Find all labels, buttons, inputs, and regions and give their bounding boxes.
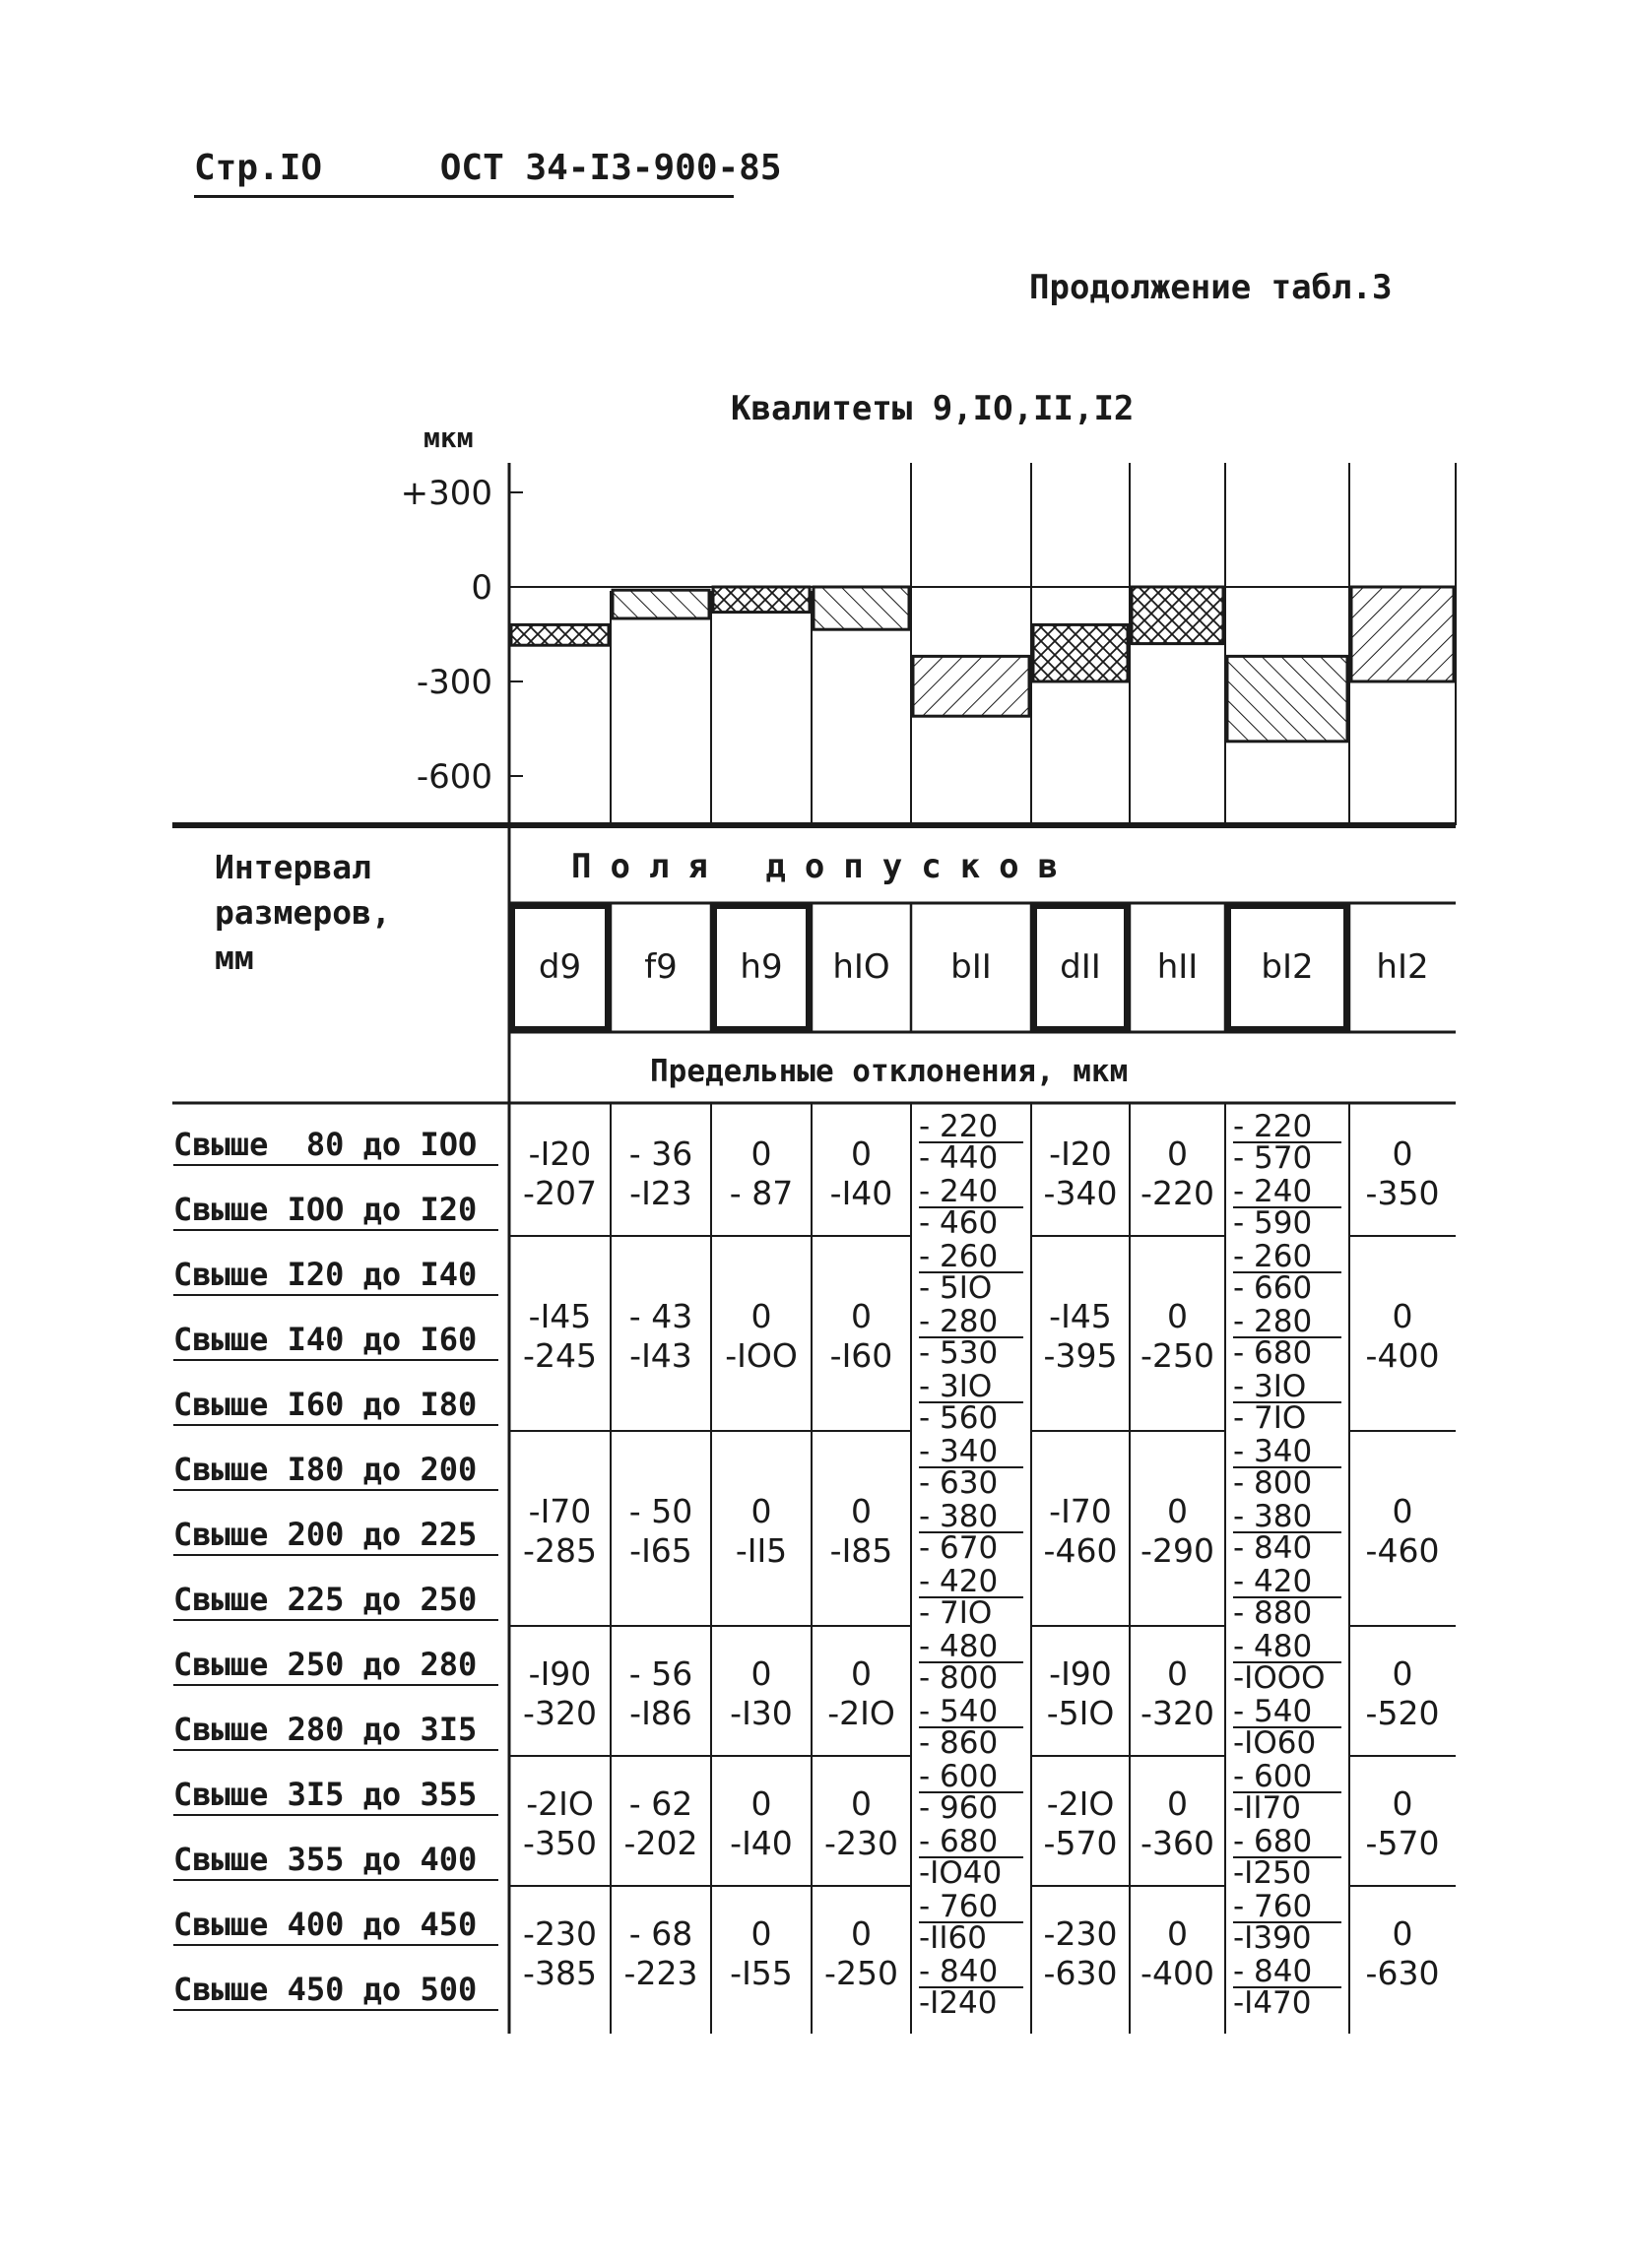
deviation-hIO: 0 — [851, 1914, 872, 1953]
deviation-hIO: 0 — [851, 1297, 872, 1335]
chart-title: Квалитеты 9,IO,II,I2 — [731, 389, 1135, 428]
upper-deviation: - 540 — [919, 1697, 1023, 1728]
tolerance-band-hII — [1132, 587, 1223, 644]
deviation-h9: -II5 — [735, 1531, 788, 1570]
deviation-dII: -I90 — [1049, 1654, 1112, 1693]
deviation-pair-bI2 — [1233, 1824, 1341, 1891]
lower-deviation: - 960 — [919, 1790, 999, 1826]
deviation-hI2: -350 — [1365, 1174, 1440, 1212]
lower-deviation: -I390 — [1233, 1920, 1312, 1956]
deviation-pair-bII — [919, 1824, 1023, 1891]
deviation-pair-bII — [919, 1954, 1023, 2021]
deviation-h9: -I55 — [730, 1954, 793, 1992]
tolerance-band-f9 — [613, 590, 709, 618]
tolerance-fields-title: Поля допусков — [571, 847, 1077, 886]
row-label: Свыше 450 до 500 — [173, 1971, 498, 2008]
deviation-dII: -I45 — [1049, 1297, 1112, 1335]
deviation-hIO: 0 — [851, 1134, 872, 1173]
row-label: Свыше 200 до 225 — [173, 1516, 498, 1553]
deviation-h9: 0 — [750, 1134, 772, 1173]
deviation-hIO: 0 — [851, 1492, 872, 1530]
row-label-underline — [173, 1424, 498, 1426]
row-label-underline — [173, 1164, 498, 1166]
deviation-d9: -230 — [523, 1914, 597, 1953]
lower-deviation: -IO60 — [1233, 1725, 1317, 1761]
column-label-dII: dII — [1060, 947, 1101, 987]
deviation-d9: -285 — [523, 1531, 597, 1570]
deviation-dII: -460 — [1043, 1531, 1118, 1570]
upper-deviation: - 340 — [1233, 1437, 1341, 1468]
tolerance-band-bI2 — [1227, 656, 1347, 741]
row-label-underline — [173, 1229, 498, 1231]
deviation-hIO: -I85 — [829, 1531, 893, 1570]
deviation-pair-bI2 — [1233, 1109, 1341, 1176]
deviation-f9: -202 — [623, 1824, 698, 1862]
deviation-pair-bII — [919, 1369, 1023, 1436]
deviation-dII: -5IO — [1046, 1694, 1115, 1732]
deviation-pair-bI2 — [1233, 1629, 1341, 1696]
deviation-f9: - 56 — [628, 1654, 693, 1693]
row-label-underline — [173, 1489, 498, 1491]
upper-deviation: - 600 — [1233, 1762, 1341, 1793]
upper-deviation: - 380 — [1233, 1502, 1341, 1533]
deviation-hI2: -400 — [1365, 1336, 1440, 1375]
lower-deviation: -II60 — [919, 1920, 987, 1956]
deviation-hII: 0 — [1167, 1297, 1188, 1335]
lower-deviation: - 880 — [1233, 1595, 1313, 1631]
row-label-underline — [173, 1359, 498, 1361]
column-label-hIO: hIO — [832, 947, 890, 987]
upper-deviation: - 280 — [919, 1307, 1023, 1338]
deviation-h9: 0 — [750, 1914, 772, 1953]
tolerance-band-d9 — [511, 624, 609, 645]
y-tick-label: -600 — [416, 757, 492, 797]
column-label-bII: bII — [950, 947, 992, 987]
upper-deviation: - 480 — [1233, 1632, 1341, 1663]
deviation-h9: -I40 — [730, 1824, 793, 1862]
tolerance-band-h9 — [713, 587, 810, 613]
upper-deviation: - 380 — [919, 1502, 1023, 1533]
deviation-d9: -245 — [523, 1336, 597, 1375]
row-label-underline — [173, 1684, 498, 1686]
upper-deviation: - 3IO — [1233, 1372, 1341, 1403]
standard-code: ОСТ 34-I3-900-85 — [439, 148, 782, 188]
page-number: Стр.IO — [194, 148, 323, 188]
lower-deviation: - 630 — [919, 1465, 999, 1501]
lower-deviation: - 660 — [1233, 1270, 1313, 1306]
deviation-f9: - 36 — [628, 1134, 693, 1173]
deviation-pair-bI2 — [1233, 1694, 1341, 1761]
lower-deviation: - 7IO — [1233, 1400, 1307, 1436]
deviation-pair-bI2 — [1233, 1239, 1341, 1306]
deviation-f9: -I65 — [629, 1531, 692, 1570]
y-tick-label: -300 — [416, 663, 492, 702]
column-label-hII: hII — [1156, 947, 1199, 987]
deviation-dII: -I70 — [1049, 1492, 1112, 1530]
deviation-pair-bII — [919, 1564, 1023, 1631]
lower-deviation: - 460 — [919, 1205, 999, 1241]
upper-deviation: - 260 — [1233, 1242, 1341, 1273]
row-label-underline — [173, 1879, 498, 1881]
upper-deviation: - 240 — [1233, 1177, 1341, 1208]
deviation-hIO: -I40 — [829, 1174, 893, 1212]
deviation-hI2: -570 — [1365, 1824, 1440, 1862]
lower-deviation: -IOOO — [1233, 1660, 1326, 1696]
lower-deviation: -I470 — [1233, 1985, 1312, 2021]
deviation-hIO: -230 — [824, 1824, 898, 1862]
deviation-hII: -220 — [1140, 1174, 1214, 1212]
deviation-pair-bII — [919, 1304, 1023, 1371]
deviation-h9: -IOO — [725, 1336, 798, 1375]
deviation-pair-bI2 — [1233, 1499, 1341, 1566]
deviation-f9: - 43 — [628, 1297, 693, 1335]
deviation-d9: -I45 — [528, 1297, 592, 1335]
lower-deviation: - 840 — [1233, 1530, 1313, 1566]
column-label-f9: f9 — [644, 947, 678, 987]
row-label: Свыше I80 до 200 — [173, 1451, 498, 1488]
deviation-hI2: 0 — [1392, 1914, 1413, 1953]
row-label: Свыше IOO до I20 — [173, 1191, 498, 1228]
deviation-pair-bII — [919, 1434, 1023, 1501]
deviation-d9: -I90 — [528, 1654, 592, 1693]
upper-deviation: - 680 — [1233, 1827, 1341, 1858]
deviation-dII: -230 — [1043, 1914, 1118, 1953]
deviation-hII: 0 — [1167, 1914, 1188, 1953]
upper-deviation: - 220 — [919, 1112, 1023, 1143]
deviation-hIO: -2IO — [827, 1694, 895, 1732]
upper-deviation: - 260 — [919, 1242, 1023, 1273]
upper-deviation: - 420 — [919, 1567, 1023, 1598]
row-label: Свыше 355 до 400 — [173, 1841, 498, 1878]
row-label: Свыше 280 до 3I5 — [173, 1711, 498, 1748]
row-label: Свыше I20 до I40 — [173, 1256, 498, 1293]
upper-deviation: - 420 — [1233, 1567, 1341, 1598]
row-label-underline — [173, 1619, 498, 1621]
upper-deviation: - 680 — [919, 1827, 1023, 1858]
deviation-pair-bI2 — [1233, 1434, 1341, 1501]
deviation-pair-bII — [919, 1109, 1023, 1176]
deviation-f9: -I43 — [629, 1336, 692, 1375]
deviation-hIO: 0 — [851, 1654, 872, 1693]
lower-deviation: - 670 — [919, 1530, 999, 1566]
tolerance-band-dII — [1033, 624, 1128, 681]
deviation-hII: -290 — [1140, 1531, 1214, 1570]
tolerance-band-hIO — [814, 587, 909, 629]
lower-deviation: -I240 — [919, 1985, 998, 2021]
deviation-pair-bII — [919, 1629, 1023, 1696]
deviation-h9: 0 — [750, 1784, 772, 1823]
deviation-f9: - 50 — [628, 1492, 693, 1530]
deviation-hI2: 0 — [1392, 1297, 1413, 1335]
deviation-dII: -395 — [1043, 1336, 1118, 1375]
row-label: Свыше 225 до 250 — [173, 1581, 498, 1618]
lower-deviation: - 530 — [919, 1335, 999, 1371]
upper-deviation: - 540 — [1233, 1697, 1341, 1728]
y-tick-label: +300 — [400, 474, 492, 513]
deviation-h9: - 87 — [729, 1174, 794, 1212]
deviation-hII: -400 — [1140, 1954, 1214, 1992]
deviation-d9: -I20 — [528, 1134, 592, 1173]
lower-deviation: - 5IO — [919, 1270, 993, 1306]
row-label-underline — [173, 1554, 498, 1556]
deviation-dII: -2IO — [1046, 1784, 1115, 1823]
deviation-pair-bI2 — [1233, 1304, 1341, 1371]
y-tick-label: 0 — [471, 568, 492, 608]
deviation-hII: -320 — [1140, 1694, 1214, 1732]
column-label-hI2: hI2 — [1376, 947, 1429, 987]
upper-deviation: - 600 — [919, 1762, 1023, 1793]
deviation-pair-bII — [919, 1174, 1023, 1241]
deviation-hI2: 0 — [1392, 1654, 1413, 1693]
row-label: Свыше I60 до I80 — [173, 1386, 498, 1423]
deviation-pair-bII — [919, 1694, 1023, 1761]
deviation-h9: 0 — [750, 1654, 772, 1693]
deviation-f9: - 62 — [628, 1784, 693, 1823]
lower-deviation: - 560 — [919, 1400, 999, 1436]
deviation-dII: -340 — [1043, 1174, 1118, 1212]
upper-deviation: - 340 — [919, 1437, 1023, 1468]
upper-deviation: - 480 — [919, 1632, 1023, 1663]
deviation-hIO: -I60 — [829, 1336, 893, 1375]
deviation-h9: 0 — [750, 1297, 772, 1335]
row-label-underline — [173, 1944, 498, 1946]
deviation-d9: -385 — [523, 1954, 597, 1992]
deviation-hII: 0 — [1167, 1654, 1188, 1693]
tolerance-band-hI2 — [1351, 587, 1454, 681]
lower-deviation: -II70 — [1233, 1790, 1301, 1826]
deviation-hII: 0 — [1167, 1492, 1188, 1530]
deviation-dII: -I20 — [1049, 1134, 1112, 1173]
lower-deviation: - 570 — [1233, 1140, 1313, 1176]
deviation-hI2: 0 — [1392, 1134, 1413, 1173]
deviation-hI2: -520 — [1365, 1694, 1440, 1732]
deviation-f9: -I86 — [629, 1694, 692, 1732]
row-label-underline — [173, 1749, 498, 1751]
table-continuation: Продолжение табл.3 — [1029, 268, 1393, 307]
deviation-hI2: 0 — [1392, 1784, 1413, 1823]
deviation-d9: -2IO — [526, 1784, 594, 1823]
row-label: Свыше 250 до 280 — [173, 1646, 498, 1683]
deviation-hIO: -250 — [824, 1954, 898, 1992]
deviation-h9: 0 — [750, 1492, 772, 1530]
row-label: Свыше 400 до 450 — [173, 1906, 498, 1943]
upper-deviation: - 760 — [1233, 1892, 1341, 1923]
lower-deviation: - 7IO — [919, 1595, 993, 1631]
deviation-pair-bI2 — [1233, 1954, 1341, 2021]
deviation-hII: 0 — [1167, 1784, 1188, 1823]
deviation-pair-bI2 — [1233, 1889, 1341, 1956]
deviation-f9: -I23 — [629, 1174, 692, 1212]
deviation-pair-bI2 — [1233, 1369, 1341, 1436]
deviation-h9: -I30 — [730, 1694, 793, 1732]
lower-deviation: - 590 — [1233, 1205, 1313, 1241]
interval-title-text: Интервал размеров, мм — [215, 848, 391, 977]
deviation-hIO: 0 — [851, 1784, 872, 1823]
column-label-bI2: bI2 — [1261, 947, 1314, 987]
upper-deviation: - 840 — [1233, 1957, 1341, 1988]
upper-deviation: - 280 — [1233, 1307, 1341, 1338]
tolerance-band-bII — [913, 656, 1029, 716]
deviation-hII: -360 — [1140, 1824, 1214, 1862]
deviation-d9: -350 — [523, 1824, 597, 1862]
deviation-hI2: -460 — [1365, 1531, 1440, 1570]
deviation-pair-bI2 — [1233, 1174, 1341, 1241]
deviation-pair-bI2 — [1233, 1564, 1341, 1631]
deviation-pair-bI2 — [1233, 1759, 1341, 1826]
deviation-pair-bII — [919, 1759, 1023, 1826]
row-label-underline — [173, 2009, 498, 2011]
deviation-f9: -223 — [623, 1954, 698, 1992]
table-top-rule — [172, 822, 1456, 828]
deviation-pair-bII — [919, 1499, 1023, 1566]
lower-deviation: -IO40 — [919, 1855, 1003, 1891]
deviation-hI2: -630 — [1365, 1954, 1440, 1992]
lower-deviation: - 800 — [919, 1660, 999, 1696]
interval-column-title — [215, 845, 422, 981]
limit-deviations-title: Предельные отклонения, мкм — [650, 1054, 1129, 1089]
lower-deviation: - 440 — [919, 1140, 999, 1176]
row-label: Свыше 80 до IOO — [173, 1126, 498, 1163]
deviation-hI2: 0 — [1392, 1492, 1413, 1530]
deviation-f9: - 68 — [628, 1914, 693, 1953]
deviation-d9: -I70 — [528, 1492, 592, 1530]
upper-deviation: - 840 — [919, 1957, 1023, 1988]
lower-deviation: -I250 — [1233, 1855, 1312, 1891]
deviation-pair-bII — [919, 1889, 1023, 1956]
upper-deviation: - 3IO — [919, 1372, 1023, 1403]
deviation-hII: 0 — [1167, 1134, 1188, 1173]
column-label-h9: h9 — [740, 947, 783, 987]
deviation-dII: -570 — [1043, 1824, 1118, 1862]
deviation-d9: -207 — [523, 1174, 597, 1212]
upper-deviation: - 220 — [1233, 1112, 1341, 1143]
deviation-d9: -320 — [523, 1694, 597, 1732]
deviation-dII: -630 — [1043, 1954, 1118, 1992]
row-label: Свыше I40 до I60 — [173, 1321, 498, 1358]
chart-unit-label: мкм — [424, 421, 474, 454]
lower-deviation: - 860 — [919, 1725, 999, 1761]
deviation-pair-bII — [919, 1239, 1023, 1306]
column-label-d9: d9 — [538, 947, 582, 987]
upper-deviation: - 760 — [919, 1892, 1023, 1923]
row-label-underline — [173, 1294, 498, 1296]
upper-deviation: - 240 — [919, 1177, 1023, 1208]
row-label-underline — [173, 1814, 498, 1816]
deviation-hII: -250 — [1140, 1336, 1214, 1375]
lower-deviation: - 800 — [1233, 1465, 1313, 1501]
lower-deviation: - 680 — [1233, 1335, 1313, 1371]
row-label: Свыше 3I5 до 355 — [173, 1776, 498, 1813]
